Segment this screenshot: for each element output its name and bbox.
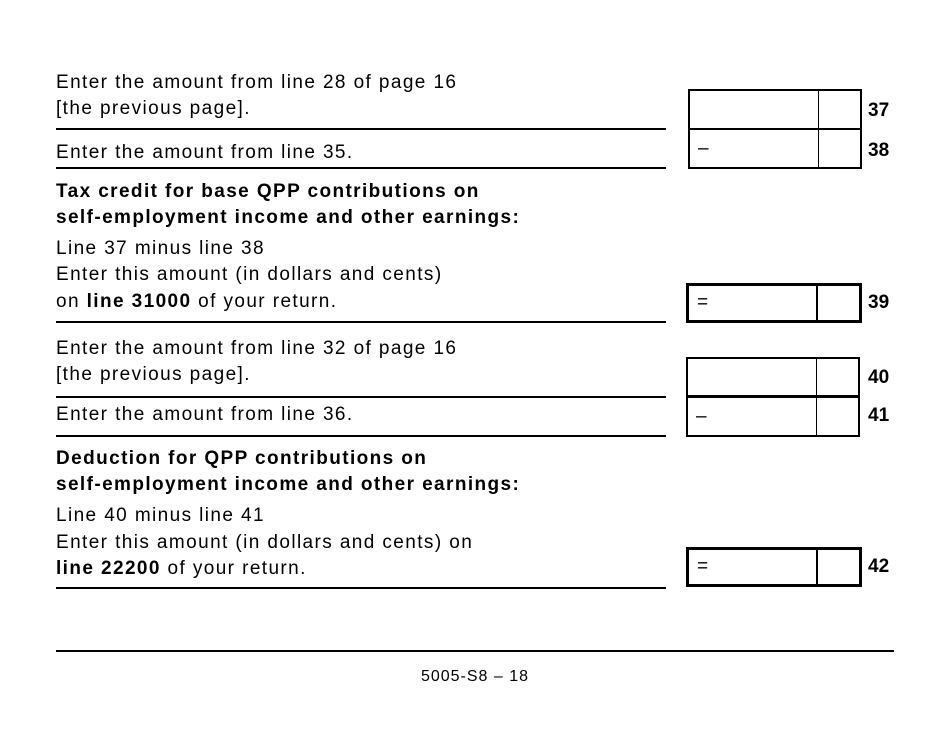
- line-38-amount-box[interactable]: [688, 128, 862, 169]
- rule-line-37: [56, 128, 666, 130]
- cents-divider: [816, 550, 818, 584]
- section-1-heading-1: Tax credit for base QPP contributions on: [56, 181, 480, 202]
- line-37-amount-box[interactable]: [688, 89, 862, 130]
- line-40-number: 40: [868, 367, 890, 388]
- line-42-amount-box[interactable]: [686, 547, 862, 587]
- cents-divider: [816, 398, 817, 435]
- rule-line-41: [56, 435, 666, 437]
- line-37-text-2: [the previous page].: [56, 98, 251, 119]
- rule-line-42: [56, 587, 666, 589]
- equals-sign: =: [697, 556, 709, 577]
- line-40-text-1: Enter the amount from line 32 of page 16: [56, 338, 458, 359]
- minus-sign: –: [698, 137, 709, 159]
- equals-sign: =: [697, 292, 709, 313]
- section-2-heading-1: Deduction for QPP contributions on: [56, 448, 428, 469]
- section-1-instr-2: on line 31000 of your return.: [56, 291, 338, 312]
- cents-divider: [816, 359, 817, 395]
- cents-divider: [818, 130, 819, 167]
- section-2-calc: Line 40 minus line 41: [56, 505, 265, 526]
- section-1-heading-2: self-employment income and other earnings:: [56, 207, 521, 228]
- rule-line-39: [56, 321, 666, 323]
- line-40-text-2: [the previous page].: [56, 364, 251, 385]
- page-label: 5005-S8 – 18: [420, 668, 530, 685]
- footer-rule: [56, 650, 894, 652]
- cents-divider: [816, 286, 818, 320]
- line-39-amount-box[interactable]: [686, 283, 862, 323]
- rule-line-40: [56, 396, 666, 398]
- line-37-number: 37: [868, 100, 890, 121]
- line-40-amount-box[interactable]: [686, 357, 860, 397]
- line-41-amount-box[interactable]: [686, 396, 860, 437]
- line-37-text-1: Enter the amount from line 28 of page 16: [56, 72, 458, 93]
- line-22200-ref: line 22200: [56, 558, 161, 579]
- section-2-heading-2: self-employment income and other earnings:: [56, 474, 521, 495]
- section-1-instr-1: Enter this amount (in dollars and cents): [56, 264, 443, 285]
- line-38-text: Enter the amount from line 35.: [56, 142, 354, 163]
- section-2-instr-1: Enter this amount (in dollars and cents) on: [56, 532, 474, 553]
- rule-line-38: [56, 167, 666, 169]
- cents-divider: [818, 91, 819, 128]
- line-41-number: 41: [868, 405, 890, 426]
- line-41-text: Enter the amount from line 36.: [56, 404, 354, 425]
- line-39-number: 39: [868, 292, 890, 313]
- section-1-calc: Line 37 minus line 38: [56, 238, 265, 259]
- line-38-number: 38: [868, 140, 890, 161]
- minus-sign: –: [696, 405, 707, 427]
- line-42-number: 42: [868, 556, 890, 577]
- line-31000-ref: line 31000: [86, 291, 192, 312]
- section-2-instr-2: line 22200 of your return.: [56, 558, 307, 579]
